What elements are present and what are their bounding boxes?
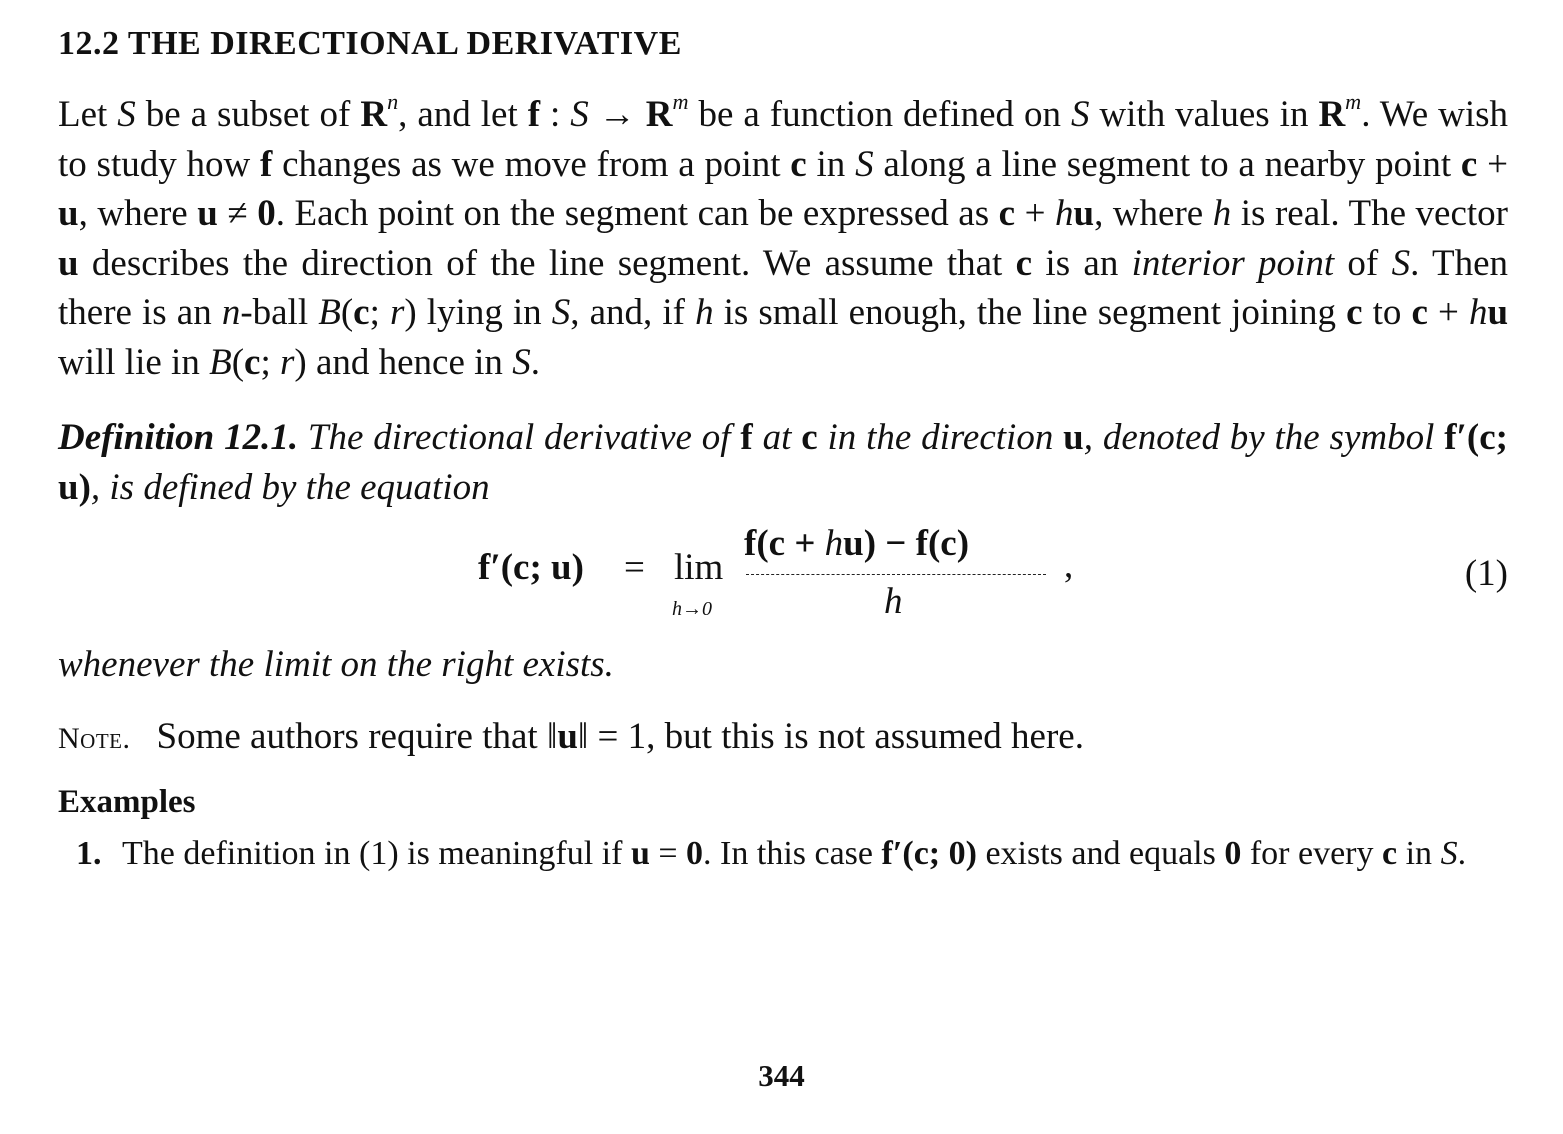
text: be a function defined on [688,94,1071,135]
symbol-directional-derivative: f′(c; u) [58,417,1508,508]
emphasis-interior-point: interior point [1131,242,1335,284]
text: describes the direction of the line segment. We assume that [78,242,1016,284]
text: ) lying in [404,292,552,333]
text: , where [78,193,198,234]
symbol-R: R [1318,94,1346,135]
text: to [1362,292,1412,333]
text: changes as we move from a point [272,143,791,185]
example-number: 1. [76,835,102,872]
symbol-c: c [1411,292,1428,333]
text: ) and hence in [294,341,513,383]
text: , denoted by the symbol [1083,417,1445,458]
text: . In this case [703,835,882,872]
text: , is defined by the equation [90,466,490,508]
text: exists and equals [976,835,1225,872]
symbol-u: u [58,242,79,284]
text: in [806,143,856,185]
symbol-c: c [353,292,370,333]
text: ( [231,341,245,383]
symbol-zero: 0 [1224,835,1242,872]
symbol-u: u [1063,417,1084,458]
symbol-S: S [1391,242,1411,284]
symbol-f: f [740,417,753,458]
symbol-h: h [695,292,714,333]
symbol-c: c [790,143,807,185]
text: : [540,94,571,135]
symbol-f: f [527,94,541,135]
text: is an [1032,242,1132,284]
fraction-numerator [744,522,969,565]
text: ; [369,292,390,333]
text: for every [1241,835,1383,872]
text: ; [260,341,280,383]
text: at [752,417,802,458]
equation-number: (1) [1464,553,1508,594]
text: of [1334,242,1392,284]
symbol-c: c [1382,835,1398,872]
text: u) − f(c) [843,523,970,564]
symbol-directional-derivative: f′(c; 0) [881,835,977,872]
text: → [588,94,646,135]
text: The directional derivative of [298,417,741,458]
symbol-B: B [209,341,232,383]
text: . We wish to study how [58,94,1509,185]
page-number: 344 [758,1058,805,1093]
symbol-u: u [630,835,650,872]
symbol-S: S [855,143,874,185]
symbol-c: c [801,417,818,458]
text: . Each point on the segment can be expressed as [275,193,999,234]
note-paragraph [58,712,1508,764]
limit-operator: lim [674,547,724,588]
text: be a subset of [135,94,361,135]
text: Some authors require that ‖ [156,715,558,757]
symbol-zero: 0 [686,835,704,872]
definition-condition: whenever the limit on the right exists. [58,644,614,685]
equation-lhs: f′(c; u) [478,547,584,588]
text: + [1427,292,1469,333]
page-content [58,22,1508,877]
symbol-S: S [1070,94,1090,135]
text: The definition in (1) is meaningful if [122,835,631,872]
fraction-bar [746,574,1046,575]
symbol-S: S [570,94,589,135]
equation-equals: = [624,547,645,588]
text: f(c + [744,523,825,564]
equation-1 [58,522,1508,640]
symbol-h: h [824,523,844,564]
symbol-u: u [197,193,218,234]
text: ≠ [217,193,258,234]
text: . [1457,835,1467,872]
symbol-r: r [389,292,405,333]
text: Let [58,94,118,135]
text: ( [340,292,354,333]
symbol-c: c [1015,242,1033,284]
note-label: Note. [58,721,131,755]
fraction-denominator: h [884,581,903,622]
symbol-u: u [1487,292,1509,333]
text: . [530,341,540,383]
limit-subscript: h→0 [672,598,712,620]
text: is real. The vector [1231,193,1509,234]
superscript-m: m [672,89,689,115]
symbol-S: S [1440,835,1458,872]
definition-paragraph [58,413,1508,512]
text: will lie in [58,341,210,383]
symbol-S: S [512,341,531,383]
text: , and let [398,94,528,135]
section-title: 12.2 THE DIRECTIONAL DERIVATIVE [58,25,682,62]
text: . Then there is an [58,242,1509,333]
symbol-c: c [244,341,261,383]
symbol-u: u [557,715,578,757]
symbol-zero: 0 [257,193,276,234]
symbol-R: R [645,94,673,135]
symbol-S: S [117,94,136,135]
superscript-n: n [387,89,399,115]
examples-heading: Examples [58,784,196,820]
text: with values in [1089,94,1319,135]
equation-comma: , [1064,545,1074,586]
list-item [76,831,1508,877]
text: = [649,835,687,872]
intro-paragraph [58,90,1508,387]
text: + [1015,193,1055,234]
text: along a line segment to a nearby point [873,143,1461,185]
symbol-h: h [1054,193,1074,234]
symbol-r: r [279,341,295,383]
symbol-u: u [58,193,79,234]
symbol-h: h [1212,193,1232,234]
text: ‖ = 1, but this is not assumed here. [577,715,1084,757]
symbol-c: c [1460,143,1478,185]
text: in the direction [817,417,1064,458]
symbol-u: u [1073,193,1095,234]
text: + [1477,143,1508,185]
text: , and, if [570,292,696,333]
text: is small enough, the line segment joining [713,292,1347,333]
text: , where [1094,193,1213,234]
text: -ball [240,292,319,333]
symbol-h: h [1468,292,1488,333]
symbol-f: f [260,143,273,185]
symbol-B: B [318,292,341,333]
symbol-c: c [1346,292,1363,333]
superscript-m: m [1345,89,1362,115]
symbol-n: n [221,292,241,333]
definition-label: Definition 12.1. [58,417,299,458]
symbol-R: R [360,94,388,135]
text: in [1397,835,1441,872]
symbol-S: S [551,292,571,333]
symbol-c: c [998,193,1016,234]
